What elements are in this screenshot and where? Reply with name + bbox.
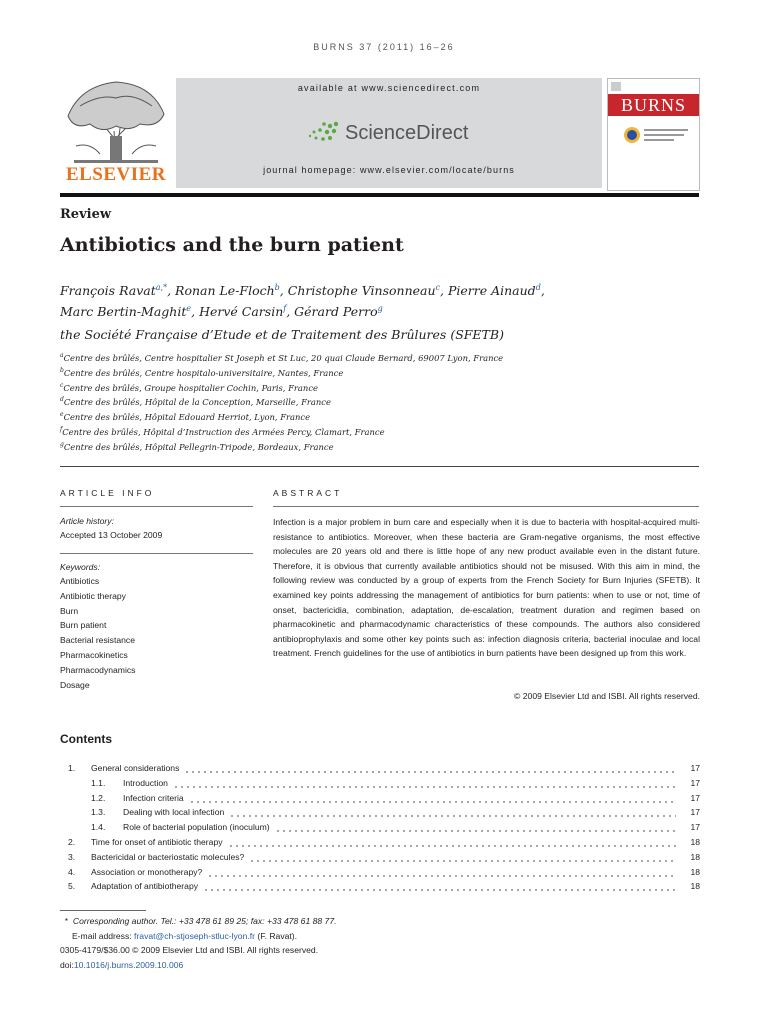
section-rule [60, 466, 699, 467]
doi-line [60, 960, 337, 975]
keyword: Dosage [60, 679, 90, 690]
toc-title: Role of bacterial population (inoculum) [123, 822, 273, 832]
author-name: Gérard Perro [294, 304, 378, 320]
abstract-copyright: © 2009 Elsevier Ltd and ISBI. All rights reserved. [514, 691, 700, 701]
toc-number: 1.2. [91, 792, 106, 803]
affiliation [60, 367, 503, 382]
affiliation-label: f [60, 425, 63, 433]
toc-number: 1.4. [91, 822, 106, 833]
keywords-rule [60, 553, 253, 554]
toc-title: General considerations [91, 763, 182, 773]
table-of-contents [60, 763, 700, 896]
affiliation-text: Centre des brûlés, Hôpital de la Conception, Marseille, France [63, 397, 331, 408]
author-name: François Ravat [60, 283, 156, 299]
toc-leader [189, 801, 676, 803]
article-title: Antibiotics and the burn patient [60, 234, 404, 256]
affiliation-label: b [60, 366, 64, 374]
author-name: Ronan Le-Floch [175, 283, 275, 299]
article-type: Review [60, 207, 112, 222]
toc-number: 2. [68, 836, 76, 847]
toc-title: Infection criteria [123, 793, 187, 803]
header-rule [60, 193, 699, 197]
journal-cover [607, 78, 700, 191]
author-sup[interactable]: d [535, 283, 541, 292]
history-value: Accepted 13 October 2009 [60, 530, 163, 540]
toc-page: 17 [686, 822, 700, 832]
toc-entry[interactable] [60, 822, 700, 837]
toc-leader [184, 771, 676, 773]
toc-page: 18 [686, 852, 700, 862]
toc-title: Dealing with local infection [123, 807, 227, 817]
author-name: Pierre Ainaud [447, 283, 536, 299]
toc-leader [249, 860, 676, 862]
toc-leader [207, 875, 676, 877]
keywords-label: Keywords: [60, 562, 101, 572]
running-head: BURNS 37 (2011) 16–26 [313, 42, 455, 52]
affiliation [60, 382, 503, 397]
author-name: Christophe Vinsonneau [287, 283, 436, 299]
toc-entry[interactable] [60, 778, 700, 793]
toc-entry[interactable] [60, 881, 700, 896]
email-link[interactable]: fravat@ch-stjoseph-stluc-lyon.fr [134, 930, 256, 941]
abstract-text: Infection is a major problem in burn care and especially when it is due to bacteria with hospital-acquired multi-resistance to antibiotics. Moreover, when these bacteria are Gram-negative organisms, the most effective molecules are 20 years old and there is little hope of any new product available even in the distant future. Therefore, it is obvious that currently available antibiotics should not be misused. With this aim in mind, the following review was conducted by a group of experts from the French Society for Burn Injuries (SFETB). It examined key points addressing the management of antibiotics for burn patients: when to use or not, time of onset, bactericidia, combination, adaptation, de-escalation, treatment duration and regimen based on pharmacokinetic and pharmacodynamic characteristics of these compounds. The authors also considered antibioprophylaxis and some other key points such as: infection diagnosis criteria, bacterial inoculae and local treatment. French guidelines for the use of antibiotics in burn patients have been designed up from this work. [273, 517, 700, 659]
journal-homepage-link[interactable]: journal homepage: www.elsevier.com/locate/burns [263, 165, 515, 175]
affiliation-label: c [60, 381, 64, 389]
toc-number: 3. [68, 851, 76, 862]
affiliation-label: g [60, 440, 64, 448]
author-sep: , [540, 283, 545, 299]
available-at-link[interactable]: available at www.sciencedirect.com [297, 83, 481, 93]
email-label: E-mail address: [71, 930, 132, 941]
affiliation-label: e [60, 411, 64, 419]
author-sup[interactable]: e [186, 304, 192, 313]
toc-number: 4. [68, 866, 76, 877]
toc-number: 1.1. [91, 777, 106, 788]
affiliation-text: Centre des brûlés, Centre hospitalo-universitaire, Nantes, France [63, 367, 344, 378]
affiliation-label: d [60, 396, 64, 404]
toc-page: 17 [686, 763, 700, 773]
keyword: Pharmacokinetics [60, 649, 128, 660]
toc-title: Adaptation of antibiotherapy [91, 881, 201, 891]
group-author: the Société Française d’Etude et de Traitement des Brûlures (SFETB) [60, 327, 504, 342]
keyword: Bacterial resistance [60, 635, 135, 646]
footnotes [60, 916, 337, 974]
toc-title: Introduction [123, 778, 171, 788]
toc-entry[interactable] [60, 867, 700, 882]
footnote-rule [60, 910, 146, 911]
keyword: Antibiotic therapy [60, 590, 126, 601]
toc-entry[interactable] [60, 837, 700, 852]
affiliation-text: Centre des brûlés, Hôpital Pellegrin-Tripode, Bordeaux, France [63, 441, 334, 452]
author-sup[interactable]: c [435, 283, 441, 292]
issn-line: 0305-4179/$36.00 © 2009 Elsevier Ltd and ISBI. All rights reserved. [60, 945, 319, 956]
toc-number: 1.3. [91, 807, 106, 818]
affiliation-text: Centre des brûlés, Centre hospitalier St Joseph et St Luc, 20 quai Claude Bernard, 69007 Lyon, France [63, 352, 504, 363]
cover-title: BURNS [620, 95, 687, 115]
keyword: Antibiotics [60, 576, 100, 586]
keyword: Burn patient [60, 620, 107, 631]
toc-entry[interactable] [60, 763, 700, 778]
contents-heading: Contents [60, 732, 112, 746]
doi-label: doi: [60, 959, 74, 970]
toc-page: 17 [686, 807, 700, 817]
toc-title: Bactericidal or bacteriostatic molecules? [91, 852, 247, 862]
author-sep: , [167, 283, 176, 299]
toc-leader [203, 889, 676, 891]
author-name: Marc Bertin-Maghit [60, 304, 187, 320]
email-suffix: (F. Ravat). [257, 930, 298, 941]
authors-line-1 [60, 283, 545, 298]
article-info-rule [60, 506, 253, 507]
toc-page: 18 [686, 867, 700, 877]
corresponding-author-note [60, 916, 337, 931]
authors-line-2 [60, 304, 383, 319]
author-sup[interactable]: g [377, 304, 383, 313]
author-sep: , [191, 304, 200, 320]
author-name: Hervé Carsin [199, 304, 284, 320]
toc-title: Association or monotherapy? [91, 867, 205, 877]
abstract-heading: ABSTRACT [273, 488, 343, 498]
cover-publisher-icon [611, 82, 621, 91]
toc-leader [228, 845, 676, 847]
author-sep: , [286, 304, 295, 320]
author-sep: , [440, 283, 448, 299]
affiliation-label: a [60, 352, 64, 359]
author-sup[interactable]: f [283, 304, 287, 313]
article-info-heading: ARTICLE INFO [60, 488, 155, 498]
toc-entry[interactable] [60, 793, 700, 808]
toc-leader [229, 815, 676, 817]
abstract-rule [273, 506, 699, 507]
toc-leader [275, 830, 676, 832]
keyword: Burn [60, 605, 79, 616]
author-sup[interactable]: b [274, 283, 280, 292]
affiliation [60, 352, 503, 367]
sciencedirect-dots-icon [306, 120, 340, 144]
toc-page: 18 [686, 837, 700, 847]
sciencedirect-logo: ScienceDirect [345, 122, 469, 144]
toc-number: 1. [68, 763, 76, 773]
toc-number: 5. [68, 881, 76, 892]
email-note [60, 931, 337, 946]
affiliation [60, 426, 503, 441]
toc-page: 17 [686, 778, 700, 788]
affiliation-text: Centre des brûlés, Groupe hospitalier Cochin, Paris, France [63, 382, 318, 393]
toc-leader [173, 786, 676, 788]
doi-link[interactable]: 10.1016/j.burns.2009.10.006 [73, 959, 184, 970]
affiliation-text: Centre des brûlés, Hôpital Edouard Herriot, Lyon, France [63, 411, 311, 422]
affiliation [60, 411, 503, 426]
toc-entry[interactable] [60, 852, 700, 867]
toc-entry[interactable] [60, 807, 700, 822]
history-label: Article history: [60, 516, 114, 526]
corresponding-text: Corresponding author. Tel.: +33 478 61 89 25; fax: +33 478 61 88 77. [72, 916, 337, 926]
affiliation-text: Centre des brûlés, Hôpital d’Instruction des Armées Percy, Clamart, France [62, 426, 385, 437]
toc-title: Time for onset of antibiotic therapy [91, 837, 226, 847]
footnote-mark: * [64, 916, 69, 926]
cover-emblem-icon [622, 123, 692, 149]
keywords-list [60, 576, 135, 694]
elsevier-wordmark: ELSEVIER [65, 164, 167, 185]
author-sup[interactable]: a,* [155, 283, 168, 292]
toc-page: 18 [686, 881, 700, 891]
keyword: Pharmacodynamics [60, 664, 136, 675]
affiliation [60, 441, 503, 456]
author-sep: , [279, 283, 288, 299]
toc-page: 17 [686, 793, 700, 803]
sciencedirect-banner [176, 78, 602, 188]
affiliation [60, 396, 503, 411]
affiliations [60, 352, 503, 456]
